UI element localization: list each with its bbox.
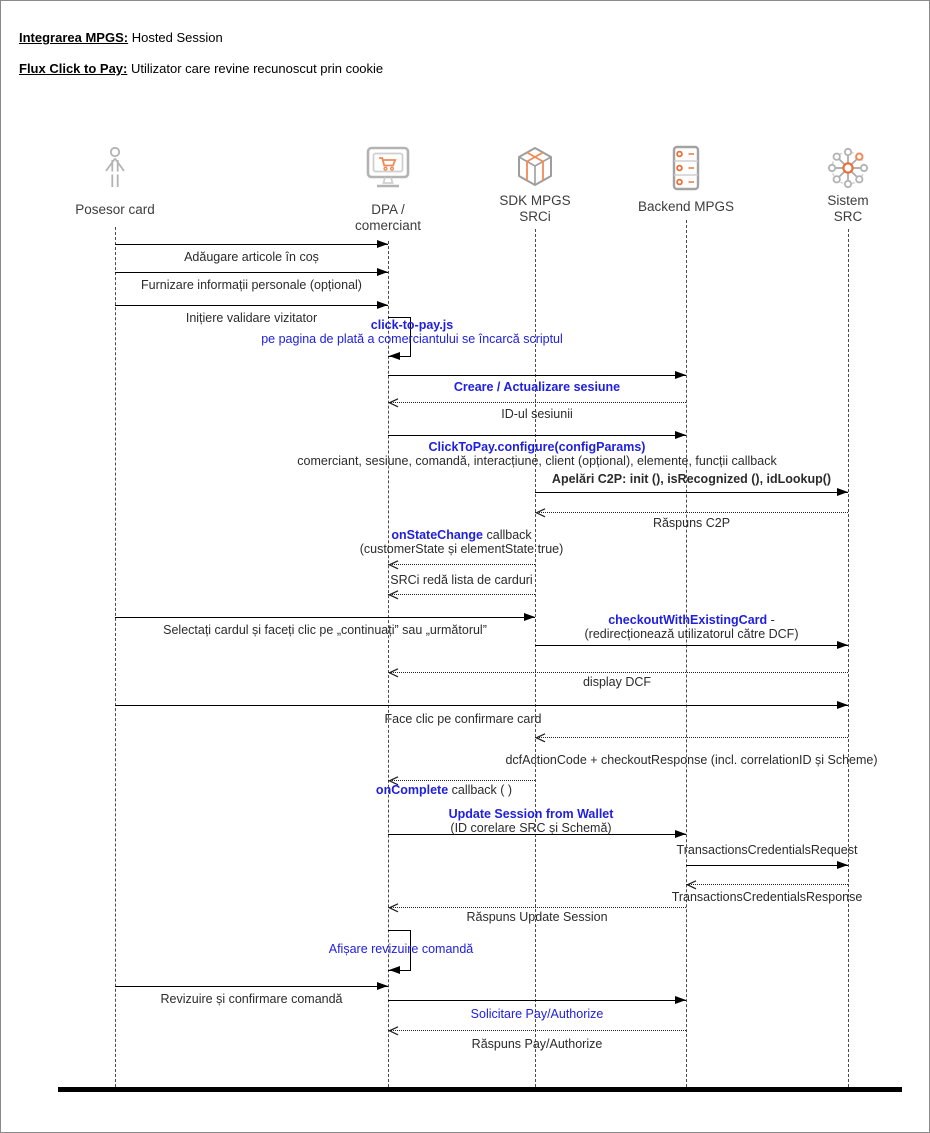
diagram-title-label: Integrarea MPGS:: [19, 30, 129, 45]
message-label: [371, 318, 453, 332]
message-label: [261, 332, 563, 346]
lifeline-backend-mpgs: [686, 220, 687, 1087]
message-arrow: [388, 672, 848, 673]
message-label-text: (customerState și elementState true): [359, 542, 564, 556]
message-arrowhead: [524, 613, 535, 621]
message-label-text: display DCF: [582, 675, 652, 689]
message-arrow: [388, 1000, 686, 1001]
monitor-cart-icon: [365, 145, 411, 191]
message-label: [429, 440, 646, 454]
message-arrowhead: [388, 590, 399, 600]
message-arrowhead: [388, 1026, 399, 1036]
message-arrow: [388, 780, 535, 781]
message-label: [297, 454, 776, 468]
message-label: [450, 821, 611, 835]
message-label: [391, 528, 531, 542]
message-arrowhead: [837, 488, 848, 496]
message-label-text: ClickToPay.configure(configParams): [428, 440, 646, 454]
message-arrowhead: [377, 268, 388, 276]
message-label-text: callback: [483, 528, 532, 542]
diagram-title: [19, 30, 223, 45]
message-arrow: [388, 564, 535, 565]
message-arrow: [686, 884, 848, 885]
message-label: [141, 278, 362, 292]
message-arrowhead: [535, 508, 546, 518]
message-arrow: [535, 492, 848, 493]
lifeline-cardholder: [115, 227, 116, 1087]
diagram-title-text: Hosted Session: [128, 30, 223, 45]
message-label: [608, 613, 775, 627]
message-label-text: onStateChange: [391, 528, 484, 542]
message-label: [454, 380, 620, 394]
message-arrow: [388, 435, 686, 436]
message-label: [552, 472, 831, 486]
diagram-subtitle-label: Flux Click to Pay:: [19, 61, 128, 76]
message-label-text: click-to-pay.js: [370, 318, 454, 332]
message-arrowhead: [686, 880, 697, 890]
message-arrowhead: [389, 352, 400, 360]
message-label: [501, 407, 573, 421]
message-arrowhead: [535, 733, 546, 743]
actor-label-sdk-srci: SDK MPGS SRCi: [499, 193, 571, 224]
message-arrowhead: [377, 301, 388, 309]
message-arrow: [115, 986, 388, 987]
actor-label-cardholder: Posesor card: [75, 202, 155, 217]
message-label: [160, 992, 342, 1006]
message-label-text: (ID corelare SRC și Schemă): [450, 821, 612, 835]
message-arrowhead: [377, 240, 388, 248]
message-arrowhead: [675, 830, 686, 838]
message-arrow: [535, 645, 848, 646]
message-label-text: callback ( ): [448, 783, 513, 797]
actor-label-src-system: Sistem SRC: [827, 193, 869, 224]
message-label: [163, 623, 487, 637]
message-label-text: ID-ul sesiunii: [501, 407, 573, 421]
message-label-text: comerciant, sesiune, comandă, interacțiune, client (opțional), elemente, funcții callback: [297, 454, 777, 468]
message-label: [677, 843, 858, 857]
message-arrowhead: [837, 701, 848, 709]
message-label-text: Furnizare informații personale (opțional): [141, 278, 362, 292]
message-arrowhead: [675, 996, 686, 1004]
message-arrow: [535, 737, 848, 738]
package-icon: [512, 145, 558, 191]
message-arrow: [535, 512, 848, 513]
message-arrowhead: [388, 903, 399, 913]
message-arrowhead: [675, 371, 686, 379]
message-label-text: TransactionsCredentialsResponse: [671, 890, 863, 904]
message-label-text: onComplete: [375, 783, 449, 797]
message-label: [384, 712, 541, 726]
message-label-text: Inițiere validare vizitator: [185, 311, 318, 325]
message-arrow: [388, 594, 535, 595]
actor-label-backend-mpgs: Backend MPGS: [637, 199, 735, 214]
message-label: [505, 753, 877, 767]
message-arrow: [388, 375, 686, 376]
message-arrowhead: [389, 966, 400, 974]
actor-label-dpa-merchant: DPA / comerciant: [354, 202, 422, 233]
message-label: [186, 311, 317, 325]
message-arrowhead: [837, 861, 848, 869]
lifeline-src-system: [848, 229, 849, 1087]
message-arrow: [388, 1030, 686, 1031]
message-label-text: Face clic pe confirmare card: [384, 712, 542, 726]
message-label-text: (redirecționează utilizatorul către DCF): [584, 627, 799, 641]
message-arrow: [388, 907, 686, 908]
message-arrow: [686, 865, 848, 866]
message-label: [471, 1007, 604, 1021]
message-label-text: Răspuns C2P: [652, 516, 731, 530]
message-label-text: TransactionsCredentialsRequest: [676, 843, 858, 857]
server-icon: [663, 145, 709, 191]
message-label: [585, 627, 799, 641]
message-arrowhead: [388, 668, 399, 678]
message-arrowhead: [675, 431, 686, 439]
message-label-text: Revizuire și confirmare comandă: [160, 992, 343, 1006]
diagram-baseline: [58, 1087, 902, 1092]
message-arrow: [115, 705, 848, 706]
message-label-text: -: [767, 613, 775, 627]
message-label: [360, 542, 564, 556]
message-label-text: Selectați cardul și faceți clic pe „continuați” sau „următorul”: [163, 623, 487, 637]
message-label-text: Apelări C2P: init (), isRecognized (), idLookup(): [551, 472, 832, 486]
message-label: [466, 910, 607, 924]
message-arrow: [388, 402, 686, 403]
message-label: [653, 516, 730, 530]
message-label: [583, 675, 651, 689]
message-label-text: pe pagina de plată a comerciantului se încarcă scriptul: [261, 332, 563, 346]
message-arrow: [115, 272, 388, 273]
message-arrowhead: [837, 641, 848, 649]
message-arrow: [115, 617, 535, 618]
message-arrowhead: [388, 560, 399, 570]
diagram-subtitle-text: Utilizator care revine recunoscut prin cookie: [127, 61, 384, 76]
message-label-text: Afișare revizuire comandă: [328, 942, 474, 956]
message-label-text: dcfActionCode + checkoutResponse (incl. correlationID și Scheme): [505, 753, 878, 767]
network-icon: [825, 145, 871, 191]
message-label: [472, 1037, 603, 1051]
lifeline-sdk-srci: [535, 229, 536, 1087]
message-label-text: SRCi redă lista de carduri: [390, 573, 533, 587]
message-label: [449, 807, 614, 821]
message-label-text: Creare / Actualizare sesiune: [453, 380, 621, 394]
message-arrowhead: [377, 982, 388, 990]
message-label-text: checkoutWithExistingCard: [608, 613, 768, 627]
diagram-subtitle: [19, 61, 383, 76]
message-arrow: [115, 244, 388, 245]
message-label-text: Update Session from Wallet: [448, 807, 614, 821]
message-label: [390, 573, 532, 587]
message-label-text: Solicitare Pay/Authorize: [470, 1007, 604, 1021]
person-icon: [92, 145, 138, 191]
message-label: [329, 942, 474, 956]
message-label-text: Răspuns Update Session: [466, 910, 608, 924]
message-label: [672, 890, 863, 904]
message-label-text: Răspuns Pay/Authorize: [471, 1037, 603, 1051]
message-label: [184, 250, 319, 264]
message-label: [376, 783, 512, 797]
message-arrowhead: [388, 398, 399, 408]
message-arrow: [115, 305, 388, 306]
message-label-text: Adăugare articole în coș: [184, 250, 319, 264]
